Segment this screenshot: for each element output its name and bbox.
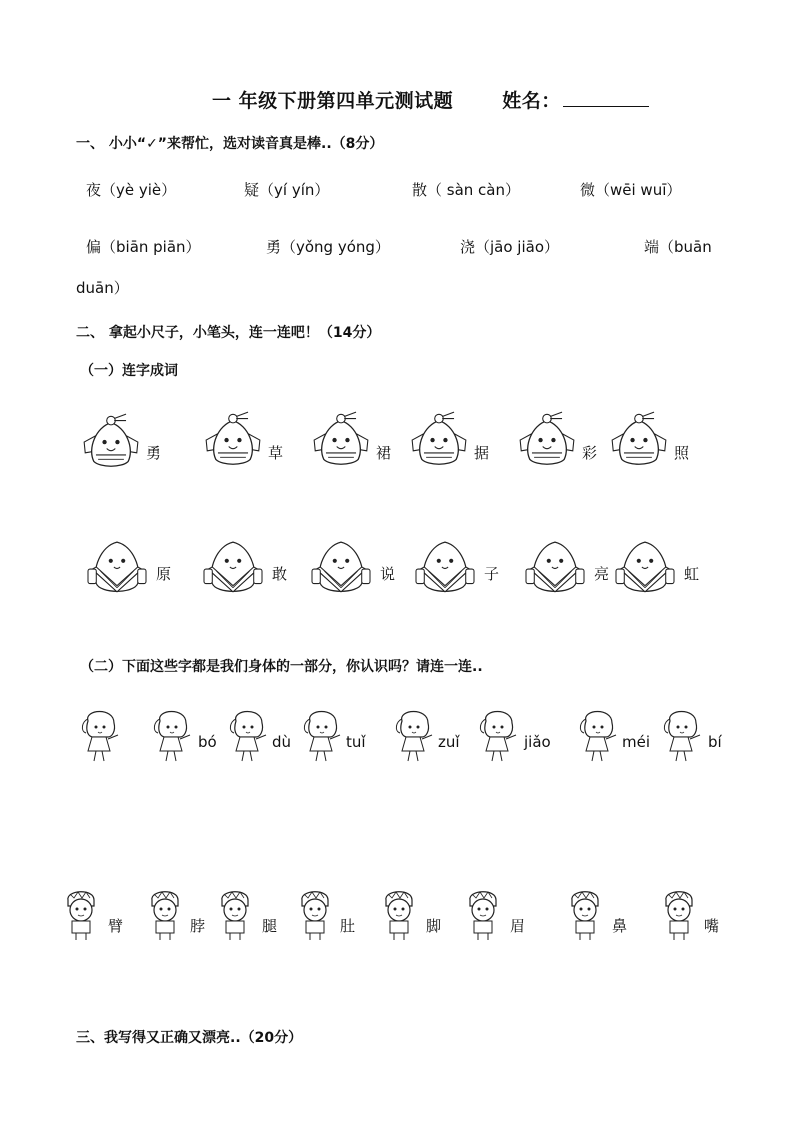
pinyin-choice: 勇（yǒng yóng）	[266, 238, 390, 256]
word-char: 彩	[582, 444, 598, 462]
girl-icon	[572, 706, 622, 764]
pinyin-choice: 偏（biān piān）	[86, 238, 201, 256]
zongzi-icon	[520, 538, 590, 596]
word-char: 草	[268, 444, 284, 462]
girl-icon	[222, 706, 272, 764]
boy-icon	[460, 886, 506, 942]
word-char: 说	[380, 565, 396, 583]
pinyin-label: bó	[198, 733, 217, 751]
zongzi-icon	[512, 410, 582, 468]
pinyin-choice: 端（buān	[644, 238, 712, 256]
boy-icon	[58, 886, 104, 942]
body-char: 臂	[108, 917, 124, 935]
zongzi-icon	[404, 410, 474, 468]
name-blank	[563, 88, 649, 107]
word-char: 虹	[684, 565, 700, 583]
body-char: 脖	[190, 917, 206, 935]
pinyin-choice: 浇（jāo jiāo）	[460, 238, 560, 256]
word-char: 敢	[272, 565, 288, 583]
pinyin-label: zuǐ	[438, 733, 460, 751]
pinyin-label: tuǐ	[346, 733, 366, 751]
title-text: 一 年级下册第四单元测试题	[212, 90, 454, 112]
boy-icon	[292, 886, 338, 942]
word-char: 照	[674, 444, 690, 462]
zongzi-icon	[76, 412, 146, 470]
girl-icon	[74, 706, 124, 764]
girl-icon	[656, 706, 706, 764]
pinyin-label: bí	[708, 733, 722, 751]
pinyin-label: dù	[272, 733, 292, 751]
girl-icon	[296, 706, 346, 764]
body-char: 鼻	[612, 917, 628, 935]
zongzi-icon	[198, 410, 268, 468]
zongzi-icon	[198, 538, 268, 596]
word-char: 勇	[146, 444, 162, 462]
body-char: 腿	[262, 917, 278, 935]
section3-heading: 三、我写得又正确又漂亮..（20分）	[76, 1030, 303, 1046]
boy-icon	[142, 886, 188, 942]
page-title	[212, 86, 649, 113]
zongzi-icon	[82, 538, 152, 596]
zongzi-icon	[306, 410, 376, 468]
girl-icon	[146, 706, 196, 764]
pinyin-choice: 散（ sàn càn）	[412, 181, 520, 199]
boy-icon	[212, 886, 258, 942]
pinyin-choice-continued: duān）	[76, 279, 129, 297]
name-label: 姓名：	[502, 90, 561, 112]
pinyin-choice: 疑（yí yín）	[244, 181, 330, 199]
section2-heading: 二、 拿起小尺子，小笔头，连一连吧！（14分）	[76, 325, 381, 341]
pinyin-label: jiǎo	[524, 733, 551, 751]
word-char: 子	[484, 565, 500, 583]
zongzi-icon	[610, 538, 680, 596]
boy-icon	[562, 886, 608, 942]
part2-heading: （二）下面这些字都是我们身体的一部分，你认识吗？请连一连..	[80, 659, 483, 675]
word-char: 据	[474, 444, 490, 462]
part1-heading: （一）连字成词	[80, 363, 178, 379]
zongzi-icon	[306, 538, 376, 596]
pinyin-choice: 微（wēi wuī）	[580, 181, 682, 199]
boy-icon	[656, 886, 702, 942]
girl-icon	[388, 706, 438, 764]
word-char: 亮	[594, 565, 610, 583]
word-char: 原	[156, 565, 172, 583]
body-char: 眉	[510, 917, 526, 935]
zongzi-icon	[604, 410, 674, 468]
body-char: 嘴	[704, 917, 720, 935]
zongzi-icon	[410, 538, 480, 596]
boy-icon	[376, 886, 422, 942]
pinyin-choice: 夜（yè yiè）	[86, 181, 177, 199]
body-char: 脚	[426, 917, 442, 935]
girl-icon	[472, 706, 522, 764]
word-char: 裙	[376, 444, 392, 462]
pinyin-label: méi	[622, 733, 651, 751]
section1-heading: 一、 小小“✓”来帮忙，选对读音真是棒..（8分）	[76, 136, 384, 152]
body-char: 肚	[340, 917, 356, 935]
